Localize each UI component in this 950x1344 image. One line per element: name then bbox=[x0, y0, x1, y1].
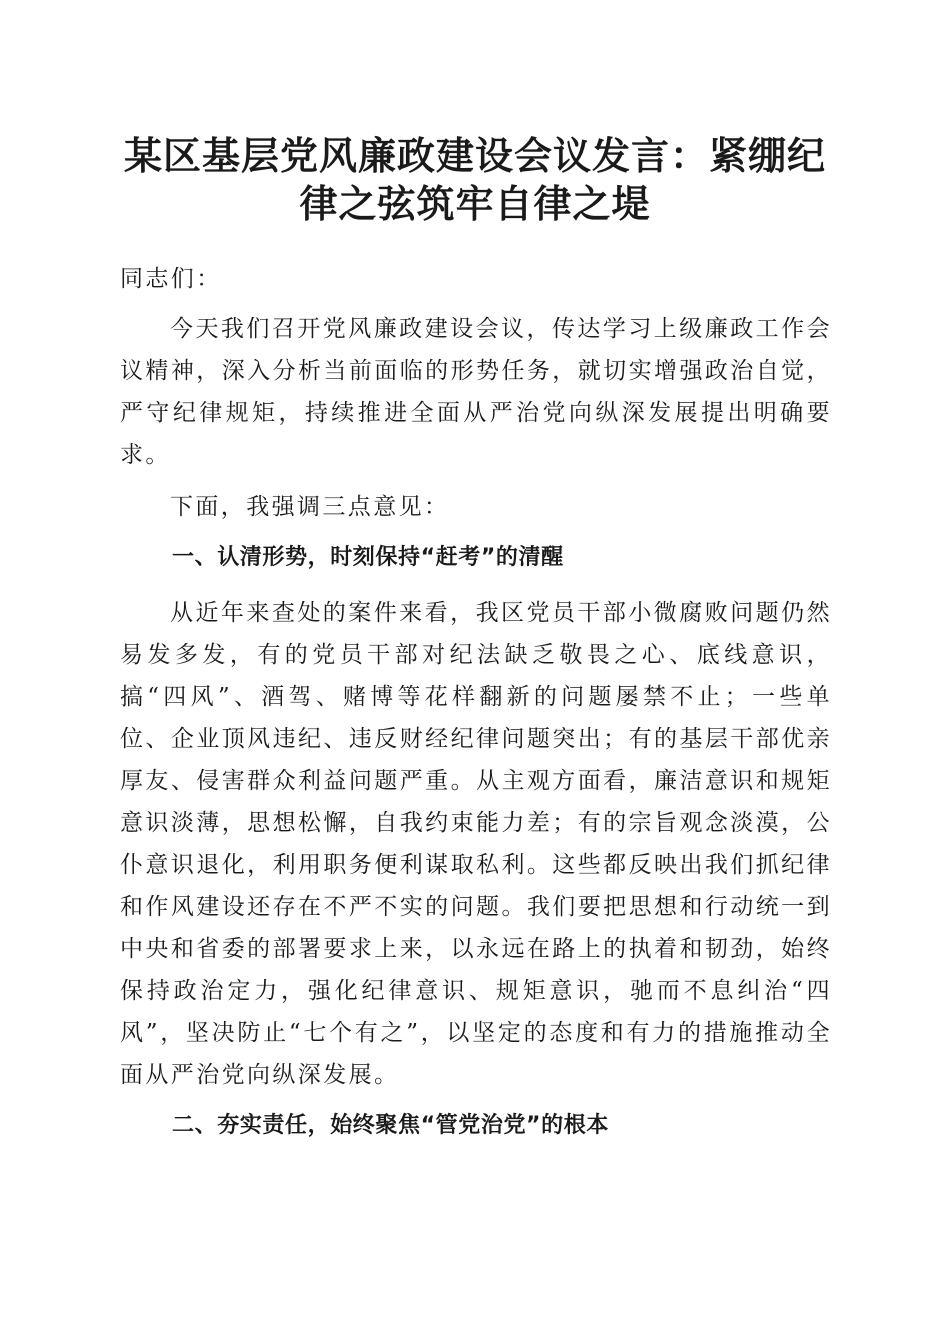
section-1-heading: 一、认清形势，时刻保持“赶考”的清醒 bbox=[172, 545, 564, 570]
lead-in-paragraph: 下面，我强调三点意见： bbox=[170, 494, 450, 520]
section-2-heading: 二、夯实责任，始终聚焦“管党治党”的根本 bbox=[172, 1113, 609, 1138]
document-title: 某区基层党风廉政建设会议发言：紧绷纪律之弦筑牢自律之堤 bbox=[123, 133, 826, 226]
intro-paragraph: 今天我们召开党风廉政建设会议，传达学习上级廉政工作会议精神，深入分析当前面临的形势任务，就切实增强政治自觉，严守纪律规矩，持续推进全面从严治党向纵深发展提出明确要求。 bbox=[120, 316, 832, 468]
section-1-body: 从近年来查处的案件来看，我区党员干部小微腐败问题仍然易发多发，有的党员干部对纪法缺乏敬畏之心、底线意识，搞“四风”、酒驾、赌博等花样翻新的问题屡禁不止；一些单位、企业顶风违纪、违反财经纪律问题突出；有的基层干部优亲厚友、侵害群众利益问题严重。从主观方面看，廉洁意识和规矩意识淡薄，思想松懈，自我约束能力差；有的宗旨观念淡漠，公仆意识退化，利用职务便利谋取私利。这些都反映出我们抓纪律和作风建设还存在不严不实的问题。我们要把思想和行动统一到中央和省委的部署要求上来，以永远在路上的执着和韧劲，始终保持政治定力，强化纪律意识、规矩意识，驰而不息纠治“四风”，坚决防止“七个有之”，以坚定的态度和有力的措施推动全面从严治党向纵深发展。 bbox=[120, 600, 832, 1088]
salutation: 同志们： bbox=[120, 266, 222, 292]
document-body bbox=[120, 258, 832, 1160]
